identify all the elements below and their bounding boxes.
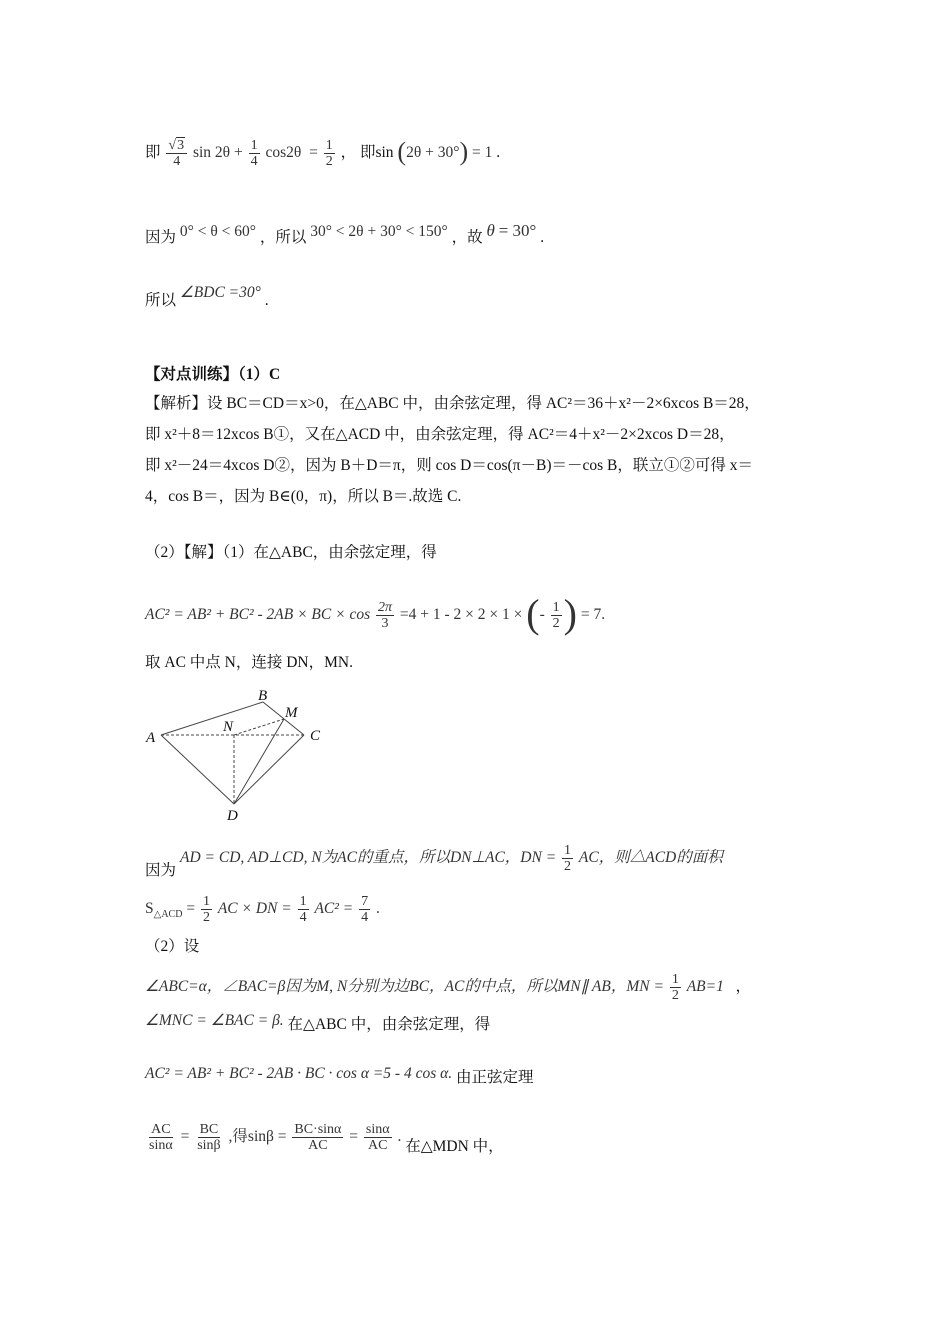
term: sin 2θ <box>192 144 231 162</box>
numerator: 1 <box>202 894 210 909</box>
equation-area <box>145 894 380 925</box>
denominator: 2 <box>671 988 679 1003</box>
expression: AC² = AB² + BC² - 2AB · BC · cos α =5 - 4 cos α. <box>145 1065 453 1082</box>
paragraph: 【解析】设 BC＝CD＝x>0，在△ABC 中，由余弦定理，得 AC²＝36＋x²－2×6xcos B＝28， <box>145 395 760 412</box>
denominator: 4 <box>173 154 181 169</box>
edge-bc <box>263 702 304 735</box>
paragraph: 取 AC 中点 N，连接 DN，MN. <box>145 654 353 671</box>
denominator: 2 <box>202 910 210 925</box>
expression: AC × DN = <box>217 900 292 918</box>
text: . <box>540 229 545 246</box>
text: 由正弦定理 <box>456 1069 534 1086</box>
expression: AC² = <box>314 900 354 918</box>
text: ， <box>735 978 751 996</box>
fraction <box>324 138 335 169</box>
numerator: 1 <box>552 600 560 615</box>
denominator: AC <box>308 1138 328 1153</box>
text: 所以 <box>145 292 177 309</box>
denominator: 4 <box>299 910 307 925</box>
symbol: S <box>145 900 154 918</box>
variable: θ <box>486 221 495 240</box>
expression: ,得sinβ = <box>228 1128 287 1146</box>
label-a: A <box>146 730 156 746</box>
fraction <box>298 894 309 925</box>
numerator: 1 <box>564 843 572 858</box>
numerator: 2π <box>378 600 393 615</box>
denominator: sinβ <box>197 1138 221 1153</box>
fraction <box>359 894 370 925</box>
fraction <box>670 972 681 1003</box>
equation-line-2 <box>145 1010 490 1036</box>
denominator: 2 <box>564 859 572 874</box>
text: 即 <box>145 144 161 162</box>
expression: ∠MNC = ∠BAC = β. <box>145 1012 284 1029</box>
numerator: 1 <box>671 972 679 987</box>
equation-step-1: 即 $\frac{√3}{4}$ sin 2θ + $\frac{1}{4}$ cos2θ = $\frac{1}{2}$ ， 即sin (2θ + 30°) = 1 . <box>145 137 501 169</box>
text: ， <box>340 144 357 162</box>
denominator: 2 <box>552 616 560 631</box>
edge-ad <box>161 735 234 804</box>
inequality: 0° < θ < 60° <box>179 223 256 240</box>
subscript: △ACD <box>153 909 183 921</box>
label-d: D <box>227 808 238 824</box>
operator: = <box>309 144 318 162</box>
text: ，故 <box>451 229 483 246</box>
expression: AB=1 <box>686 978 724 996</box>
equation-line-1 <box>145 972 751 1003</box>
denominator: 2 <box>325 154 333 169</box>
label-n: N <box>223 719 234 735</box>
term: = 30° <box>498 221 537 240</box>
text: . <box>376 900 380 918</box>
argument: 2θ + 30° <box>406 144 460 162</box>
text: 在△MDN 中， <box>405 1138 504 1156</box>
fraction <box>201 894 212 925</box>
fraction <box>376 600 394 631</box>
geometry-figure <box>140 682 340 827</box>
text: 因为 <box>145 862 177 879</box>
numerator: 1 <box>250 138 258 153</box>
equation-line-3 <box>145 1063 534 1089</box>
expression: AC，则△ACD的面积 <box>578 849 723 867</box>
label-m: M <box>285 705 298 721</box>
expression: AD = CD, AD⊥CD, N为AC的重点，所以DN⊥AC，DN = <box>180 849 557 867</box>
numerator: 1 <box>325 138 333 153</box>
fraction <box>195 1122 222 1153</box>
denominator: sinα <box>149 1138 173 1153</box>
fraction <box>147 1122 175 1153</box>
text: 即sin <box>359 144 394 162</box>
denominator: 4 <box>250 154 258 169</box>
expression: AC² = AB² + BC² - 2AB × BC × cos <box>145 606 371 624</box>
numerator: 3 <box>177 138 185 153</box>
numerator: BC·sinα <box>294 1122 342 1137</box>
text: 在△ABC 中，由余弦定理，得 <box>287 1016 491 1033</box>
equation-step-3 <box>145 282 269 312</box>
numerator: AC <box>151 1122 171 1137</box>
text: . <box>496 144 501 162</box>
fraction <box>562 843 573 874</box>
term: cos2θ <box>265 144 302 162</box>
operator: = <box>186 900 196 918</box>
fraction <box>364 1122 392 1153</box>
denominator: 3 <box>381 616 389 631</box>
text: . <box>397 1128 402 1146</box>
text: . <box>264 292 269 309</box>
expression: = 7. <box>580 606 606 624</box>
operator: + <box>233 144 243 162</box>
fraction: $\frac{√3}{4}$ <box>166 138 187 169</box>
paragraph: 即 x²－24＝4xcos D②，因为 B＋D＝π，则 cos D＝cos(π－B)＝－cos B，联立①②可得 x＝ <box>145 457 753 474</box>
operator: = <box>180 1128 190 1146</box>
denominator: 4 <box>361 910 369 925</box>
section-heading: （2）设 <box>145 938 200 955</box>
text: ，所以 <box>259 229 307 246</box>
text: 因为 <box>145 229 177 246</box>
expression: ∠ABC=α，∠BAC=β因为M, N分别为边BC，AC的中点，所以MN∥ AB，MN = <box>145 978 664 996</box>
denominator: AC <box>368 1138 388 1153</box>
paragraph: 4，cos B＝，因为 B∈(0，π)，所以 B＝.故选 C. <box>145 488 462 505</box>
label-c: C <box>310 728 321 744</box>
operator: = <box>349 1128 359 1146</box>
numerator: 1 <box>299 894 307 909</box>
equation-ac-squared: AC² = AB² + BC² - 2AB × BC × cos $\frac{2\pi}{3}$ =4 + 1 - 2 × 2 × 1 × (- $\frac{1}{2}$ ) = 7. <box>145 591 606 637</box>
equation-line-4 <box>145 1122 504 1158</box>
paragraph: 即 x²＋8＝12xcos B①，又在△ACD 中，由余弦定理，得 AC²＝4＋x²－2×2xcos D＝28， <box>145 426 735 443</box>
equation-step-2 <box>145 220 544 249</box>
section-heading: （2）【解】（1）在△ABC，由余弦定理，得 <box>145 544 437 561</box>
numerator: BC <box>199 1122 219 1137</box>
equation-because <box>180 843 723 874</box>
angle: ∠BDC =30° <box>179 284 261 301</box>
fraction <box>249 138 260 169</box>
expression: =4 + 1 - 2 × 2 × 1 × <box>399 606 523 624</box>
term: = 1 <box>472 144 493 162</box>
fraction <box>551 600 562 631</box>
section-heading: 【对点训练】（1）C <box>145 366 281 383</box>
fraction <box>292 1122 343 1153</box>
edge-ab <box>161 702 263 735</box>
label-b: B <box>258 688 268 704</box>
numerator: 7 <box>361 894 369 909</box>
numerator: sinα <box>365 1122 390 1137</box>
inequality: 30° < 2θ + 30° < 150° <box>310 223 448 240</box>
operator: - <box>539 606 545 624</box>
